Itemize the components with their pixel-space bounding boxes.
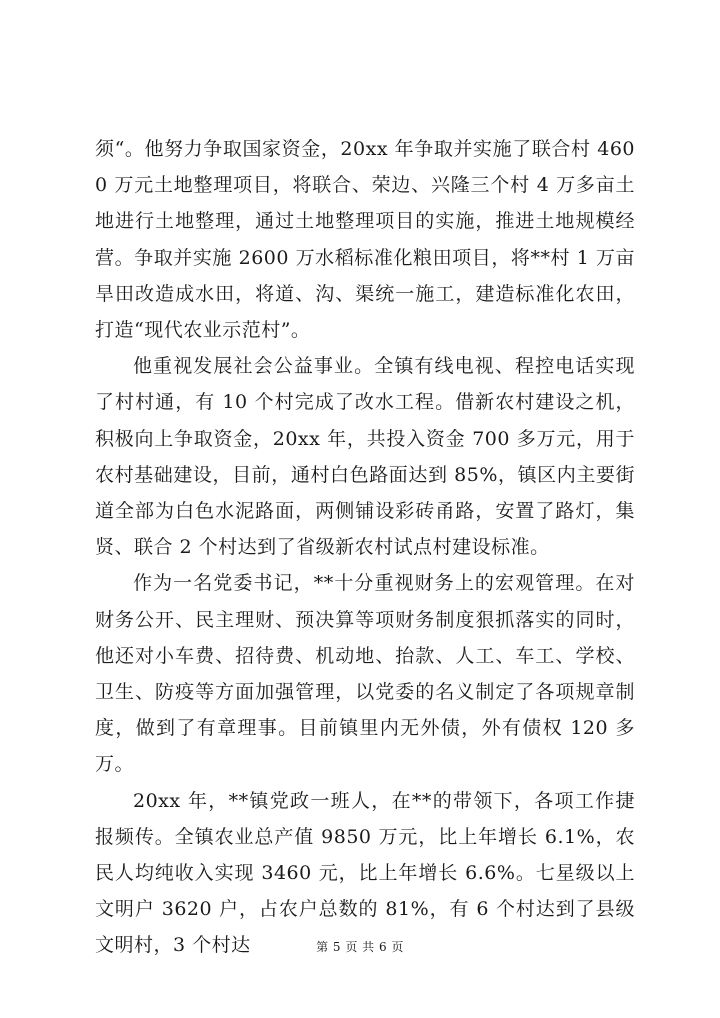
paragraph-1: 须“。他努力争取国家资金，20xx 年争取并实施了联合村 4600 万元土地整理项目，将联合、荣边、兴隆三个村 4 万多亩土地进行土地整理，通过土地整理项目的实施，推进土地规模经营。争取并实施 2600 万水稻标准化粮田项目，将**村 1 万亩旱田改造成水田，将道、沟、渠统一施工，建造标准化农田，打造“现代农业示范村”。 [95, 138, 635, 342]
paragraph-3: 作为一名党委书记，**十分重视财务上的宏观管理。在对财务公开、民主理财、预决算等项财务制度狠抓落实的同时，他还对小车费、招待费、机动地、抬款、人工、车工、学校、卫生、防疫等方面加强管理，以党委的名义制定了各项规章制度，做到了有章理事。目前镇里内无外债，外有债权 120 多万。 [95, 572, 635, 776]
paragraph-2: 他重视发展社会公益事业。全镇有线电视、程控电话实现了村村通，有 10 个村完成了改水工程。借新农村建设之机，积极向上争取资金，20xx 年，共投入资金 700 多万元，用于农村基础建设，目前，通村白色路面达到 85%，镇区内主要街道全部为白色水泥路面，两侧铺设彩砖甬路，安置了路灯，集贤、联合 2 个村达到了省级新农村试点村建设标准。 [95, 355, 635, 559]
paragraph-4: 20xx 年，**镇党政一班人，在**的带领下，各项工作捷报频传。全镇农业总产值 9850 万元，比上年增长 6.1%，农民人均纯收入实现 3460 元，比上年增长 6.6%。七星级以上文明户 3620 户，占农户总数的 81%，有 6 个村达到了县级文明村，3 个村达 [95, 789, 635, 957]
body-text [95, 131, 635, 964]
page-footer: 第 5 页 共 6 页 [316, 940, 404, 954]
